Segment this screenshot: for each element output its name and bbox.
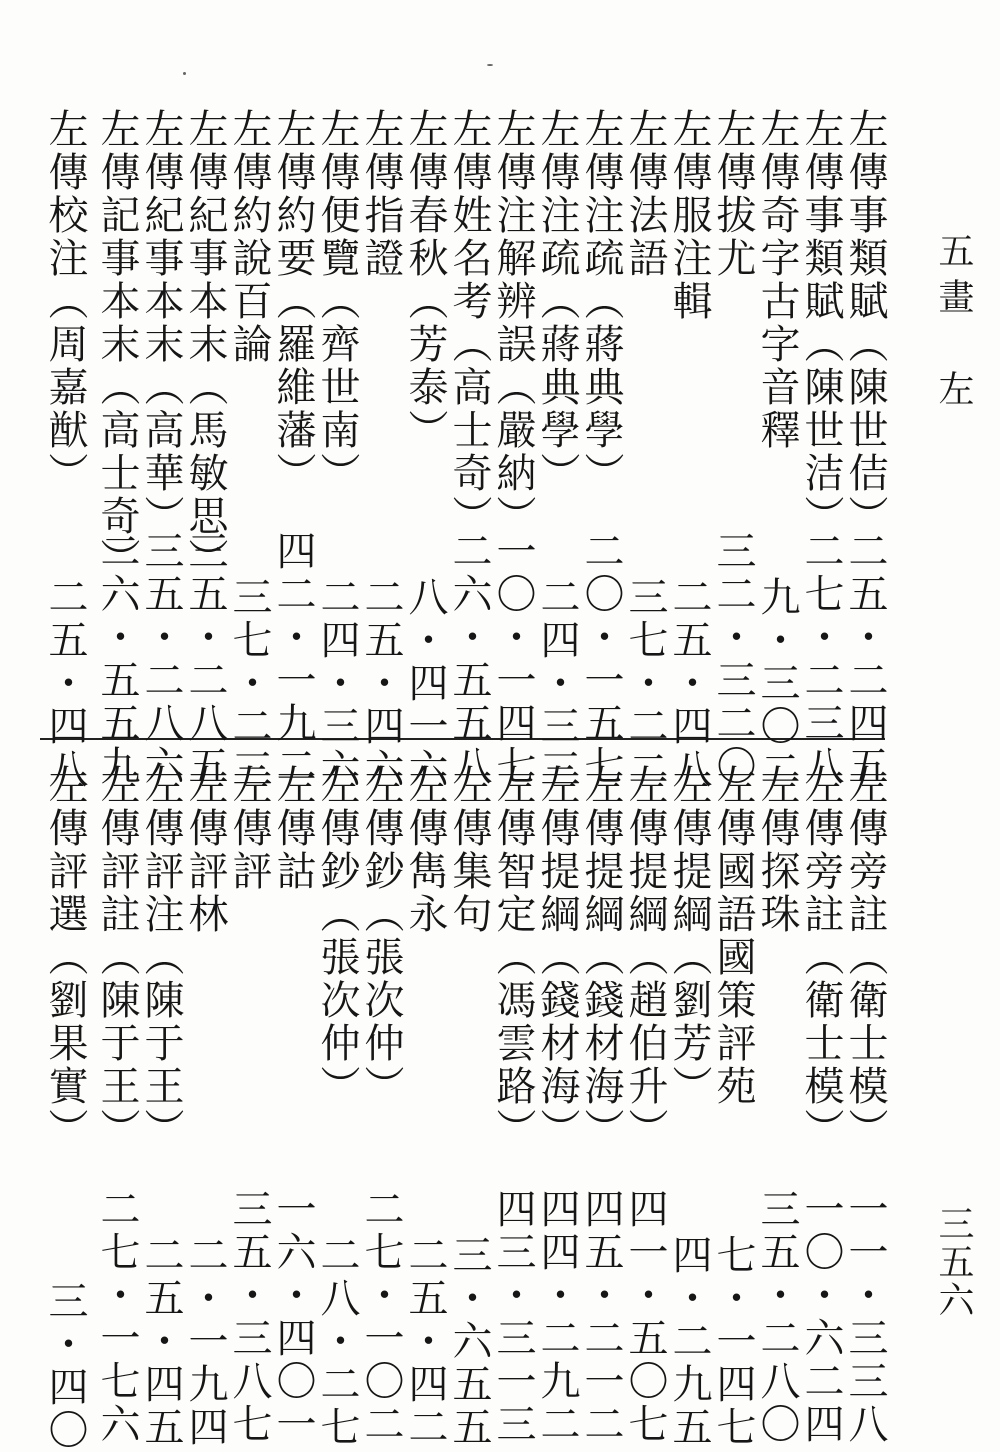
entry-title-top-16: 左傳紀事本末︵馬敏思︶ — [182, 108, 228, 581]
entry-ref-top-15: 三七・二三 — [226, 576, 272, 791]
entry-ref-top-11: 八・四一六 — [402, 576, 448, 791]
entry-ref-bottom-2: 一〇・六二四 — [798, 1188, 844, 1446]
entry-ref-top-2: 二七・二三八 — [798, 530, 844, 788]
entry-title-bottom-8: 左傳提綱︵錢材海︶ — [534, 764, 580, 1151]
entry-title-bottom-1: 左傳旁註︵衛士模︶ — [842, 764, 888, 1151]
entry-ref-bottom-6: 四一・五〇七 — [622, 1188, 668, 1446]
entry-ref-top-18: 二六・五五九 — [94, 530, 140, 788]
entry-title-bottom-18: 左傳評註︵陳于王︶ — [94, 764, 140, 1151]
entry-ref-top-8: 二四・三三 — [534, 576, 580, 791]
entry-title-bottom-5: 左傳提綱︵劉芳︶ — [666, 764, 712, 1108]
scan-speck — [183, 72, 186, 75]
entry-ref-top-6: 三七・二二 — [622, 576, 668, 791]
entry-title-top-6: 左傳法語 — [622, 108, 668, 280]
entry-title-top-10: 左傳姓名考︵高士奇︶ — [446, 108, 492, 538]
entry-ref-bottom-11: 二五・四二 — [402, 1234, 448, 1449]
entry-ref-top-10: 二六・五五八 — [446, 530, 492, 788]
entry-ref-top-4: 三二・三二〇 — [710, 530, 756, 788]
entry-title-bottom-7: 左傳提綱︵錢材海︶ — [578, 764, 624, 1151]
scan-speck — [487, 64, 493, 66]
entry-ref-bottom-9: 四三・三一三 — [490, 1188, 536, 1446]
entry-title-top-15: 左傳約說百論 — [226, 108, 272, 366]
entry-ref-bottom-17: 二五・四五 — [138, 1234, 184, 1449]
entry-title-bottom-13: 左傳鈔︵張次仲︶ — [314, 764, 360, 1108]
entry-ref-top-19: 二五・四八 — [42, 576, 88, 791]
entry-ref-bottom-15: 三五・三八七 — [226, 1188, 272, 1446]
entry-ref-top-3: 九・三〇二 — [754, 576, 800, 791]
entry-title-top-9: 左傳注解辨誤︵嚴納︶ — [490, 108, 536, 538]
entry-title-top-4: 左傳拔尤 — [710, 108, 756, 280]
entry-title-bottom-11: 左傳雋永 — [402, 764, 448, 936]
entry-title-bottom-16: 左傳評林 — [182, 764, 228, 936]
entry-ref-bottom-12: 二七・一〇二 — [358, 1188, 404, 1446]
entry-ref-bottom-3: 三五・二八〇 — [754, 1188, 800, 1446]
entry-ref-top-12: 二五・四六 — [358, 576, 404, 791]
entry-title-top-19: 左傳校注︵周嘉猷︶ — [42, 108, 88, 495]
entry-title-top-13: 左傳便覽︵齊世南︶ — [314, 108, 360, 495]
entry-title-bottom-3: 左傳探珠 — [754, 764, 800, 936]
entry-title-bottom-6: 左傳提綱︵趙伯升︶ — [622, 764, 668, 1151]
entry-title-bottom-12: 左傳鈔︵張次仲︶ — [358, 764, 404, 1108]
entry-title-bottom-14: 左傳詁 — [270, 764, 316, 893]
entry-ref-bottom-1: 一一・三三八 — [842, 1188, 888, 1446]
entry-ref-top-14: 四二・一九二 — [270, 530, 316, 788]
entry-title-bottom-15: 左傳評 — [226, 764, 272, 893]
entry-title-top-12: 左傳指證 — [358, 108, 404, 280]
entry-title-top-5: 左傳服注輯 — [666, 108, 712, 323]
entry-ref-top-9: 一〇・一四七 — [490, 530, 536, 788]
entry-ref-top-1: 二五・二四五 — [842, 530, 888, 788]
entry-title-top-17: 左傳紀事本末︵高華︶ — [138, 108, 184, 538]
entry-ref-top-13: 二四・三六 — [314, 576, 360, 791]
entry-ref-bottom-5: 四・二九五 — [666, 1234, 712, 1449]
entry-title-top-1: 左傳事類賦︵陳世佶︶ — [842, 108, 888, 538]
entry-title-top-14: 左傳約要︵羅維藩︶ — [270, 108, 316, 495]
entry-title-top-8: 左傳注疏︵蔣典學︶ — [534, 108, 580, 495]
entry-ref-bottom-7: 四五・二一二 — [578, 1188, 624, 1446]
entry-ref-bottom-4: 七・一四七 — [710, 1234, 756, 1449]
entry-title-bottom-9: 左傳智定︵馮雲路︶ — [490, 764, 536, 1151]
entry-ref-bottom-13: 二八・二七 — [314, 1234, 360, 1449]
entry-ref-bottom-16: 二・一九四 — [182, 1234, 228, 1449]
entry-ref-bottom-18: 二七・一七六 — [94, 1188, 140, 1446]
entry-title-bottom-19: 左傳評選︵劉果實︶ — [42, 764, 88, 1151]
entry-title-top-7: 左傳注疏︵蔣典學︶ — [578, 108, 624, 495]
entry-ref-top-7: 二〇・一五七 — [578, 530, 624, 788]
entry-ref-bottom-8: 四四・二九二 — [534, 1188, 580, 1446]
entry-ref-bottom-14: 一六・四〇一 — [270, 1188, 316, 1446]
entry-title-top-11: 左傳春秋︵芳泰︶ — [402, 108, 448, 452]
entry-title-top-2: 左傳事類賦︵陳世洁︶ — [798, 108, 844, 538]
page-number: 三五六 — [933, 1205, 974, 1319]
entry-title-bottom-2: 左傳旁註︵衛士模︶ — [798, 764, 844, 1151]
entry-title-bottom-10: 左傳集句 — [446, 764, 492, 936]
entry-ref-top-5: 二五・四八 — [666, 576, 712, 791]
entry-ref-bottom-10: 三・六五五 — [446, 1234, 492, 1449]
entry-title-bottom-17: 左傳評注︵陳于王︶ — [138, 764, 184, 1151]
entry-title-top-18: 左傳記事本末︵高士奇︶ — [94, 108, 140, 581]
section-title: 五畫 左 — [933, 232, 974, 416]
entry-ref-top-17: 三五・二八六 — [138, 530, 184, 788]
entry-title-top-3: 左傳奇字古字音釋 — [754, 108, 800, 452]
entry-ref-top-16: 三五・二八五 — [182, 530, 228, 788]
entry-title-bottom-4: 左傳國語國策評苑 — [710, 764, 756, 1108]
entry-ref-bottom-19: 三・四〇 — [42, 1280, 88, 1452]
